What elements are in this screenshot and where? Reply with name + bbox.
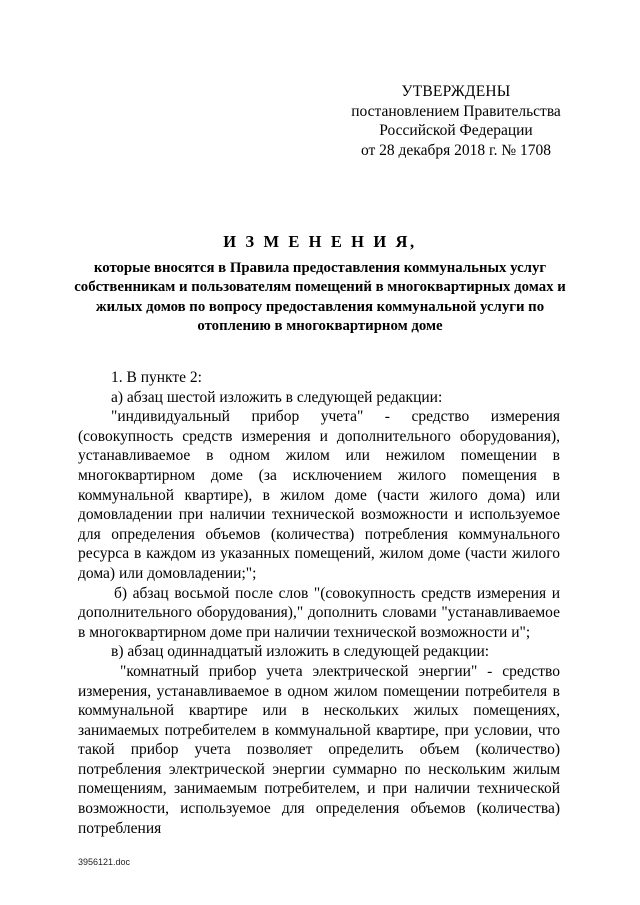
paragraph-5: в) абзац одиннадцатый изложить в следующей редакции: [111,643,490,661]
document-body [78,368,560,838]
document-title-block [70,231,570,336]
approval-stamp [340,82,572,160]
approval-heading: УТВЕРЖДЕНЫ [401,83,511,100]
document-title: И З М Е Н Е Н И Я, [223,232,417,251]
document-subtitle: которые вносятся в Правила предоставления коммунальных услуг собственникам и пользователям помещений в многоквартирных домах и жилых домов по вопросу предоставления коммунальной услуги по отоплению в многоквартирном доме [74,260,566,334]
paragraph-6: "комнатный прибор учета электрической энергии" - средство измерения, устанавливаемое в одном жилом помещении потребителя в коммунальной квартире или в нескольких жилых помещениях, занимаемых потребителем в коммунальной квартире, при условии, что такой прибор учета позволяет определить объем (количество) потребления электрической энергии суммарно по нескольким жилым помещениям, занимаемым потребителем, и при наличии технической возможности, используемое для определения объемов (количества) потребления [78,662,560,837]
paragraph-2: а) абзац шестой изложить в следующей редакции: [111,388,443,406]
paragraph-3: "индивидуальный прибор учета" - средство измерения (совокупность средств измерения и дополнительного оборудования), устанавливаемое в одном жилом или нежилом помещении в многоквартирном доме (за исключением жилого помещения в коммунальной квартире), в жилом доме (части жилого дома) или домовладении при наличии технической возможности и используемое для определения объемов (количества) потребления коммунального ресурса в каждом из указанных помещений, жилом доме (части жилого дома) или домовладении;"; [78,408,560,582]
approval-line-1: постановлением Правительства [351,102,561,120]
document-file-id: 3956121.doc [78,857,131,867]
approval-line-3: от 28 декабря 2018 г. № 1708 [360,141,552,159]
paragraph-1: 1. В пункте 2: [111,369,202,386]
approval-line-2: Российской Федерации [379,122,533,139]
paragraph-4: б) абзац восьмой после слов "(совокупность средств измерения и дополнительного оборудования)," дополнить словами "устанавливаемое в многоквартирном доме при наличии технической возможности и"; [78,584,560,641]
